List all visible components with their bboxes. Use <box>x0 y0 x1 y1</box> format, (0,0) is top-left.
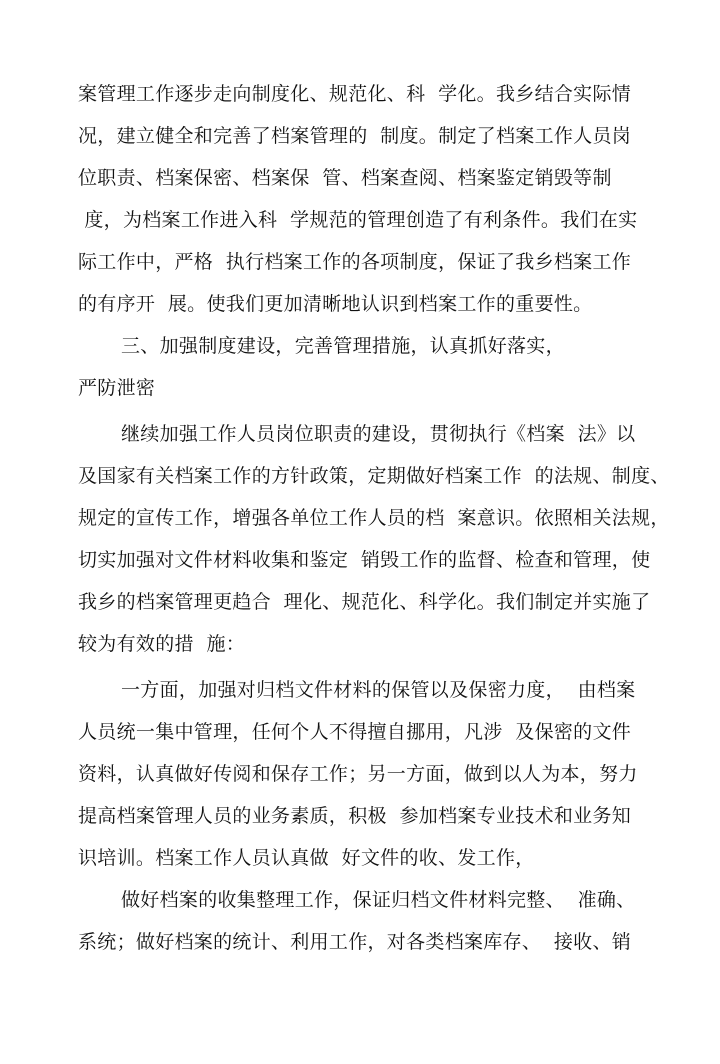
text-line: 案管理工作逐步走向制度化、规范化、科 学化。我乡结合实际情 <box>78 83 632 105</box>
text-line: 人员统一集中管理，任何个人不得擅自挪用，凡涉 及保密的文件 <box>78 721 632 743</box>
section-heading: 三、加强制度建设，完善管理措施，认真抓好落实， <box>121 335 565 357</box>
text-line: 际工作中，严格 执行档案工作的各项制度，保证了我乡档案工作 <box>78 251 632 273</box>
text-line: 识培训。档案工作人员认真做 好文件的收、发工作， <box>78 847 535 869</box>
text-line: 做好档案的收集整理工作，保证归档文件材料完整、 准确、 <box>121 889 636 911</box>
text-line: 及国家有关档案工作的方针政策，定期做好档案工作 的法规、制度、 <box>78 465 670 487</box>
text-line: 继续加强工作人员岗位职责的建设，贯彻执行《档案 法》以 <box>121 423 636 445</box>
text-line: 一方面，加强对归档文件材料的保管以及保密力度， 由档案 <box>121 679 636 701</box>
text-line: 提高档案管理人员的业务素质，积极 参加档案专业技术和业务知 <box>78 805 632 827</box>
text-line: 的有序开 展。使我们更加清晰地认识到档案工作的重要性。 <box>78 293 593 315</box>
text-line: 况，建立健全和完善了档案管理的 制度。制定了档案工作人员岗 <box>78 125 632 147</box>
text-line: 规定的宣传工作，增强各单位工作人员的档 案意识。依照相关法规， <box>78 507 670 529</box>
section-heading-continued: 严防泄密 <box>78 377 156 399</box>
text-line: 较为有效的措 施： <box>78 633 246 655</box>
text-line: 系统；做好档案的统计、利用工作，对各类档案库存、 接收、销 <box>78 931 632 953</box>
text-line: 度，为档案工作进入科 学规范的管理创造了有利条件。我们在实 <box>78 209 638 231</box>
text-line: 位职责、档案保密、档案保 管、档案查阅、档案鉴定销毁等制 <box>78 167 612 189</box>
text-line: 切实加强对文件材料收集和鉴定 销毁工作的监督、检查和管理，使 <box>78 549 651 571</box>
text-line: 资料，认真做好传阅和保存工作；另一方面，做到以人为本，努力 <box>78 763 638 785</box>
text-line: 我乡的档案管理更趋合 理化、规范化、科学化。我们制定并实施了 <box>78 591 651 613</box>
